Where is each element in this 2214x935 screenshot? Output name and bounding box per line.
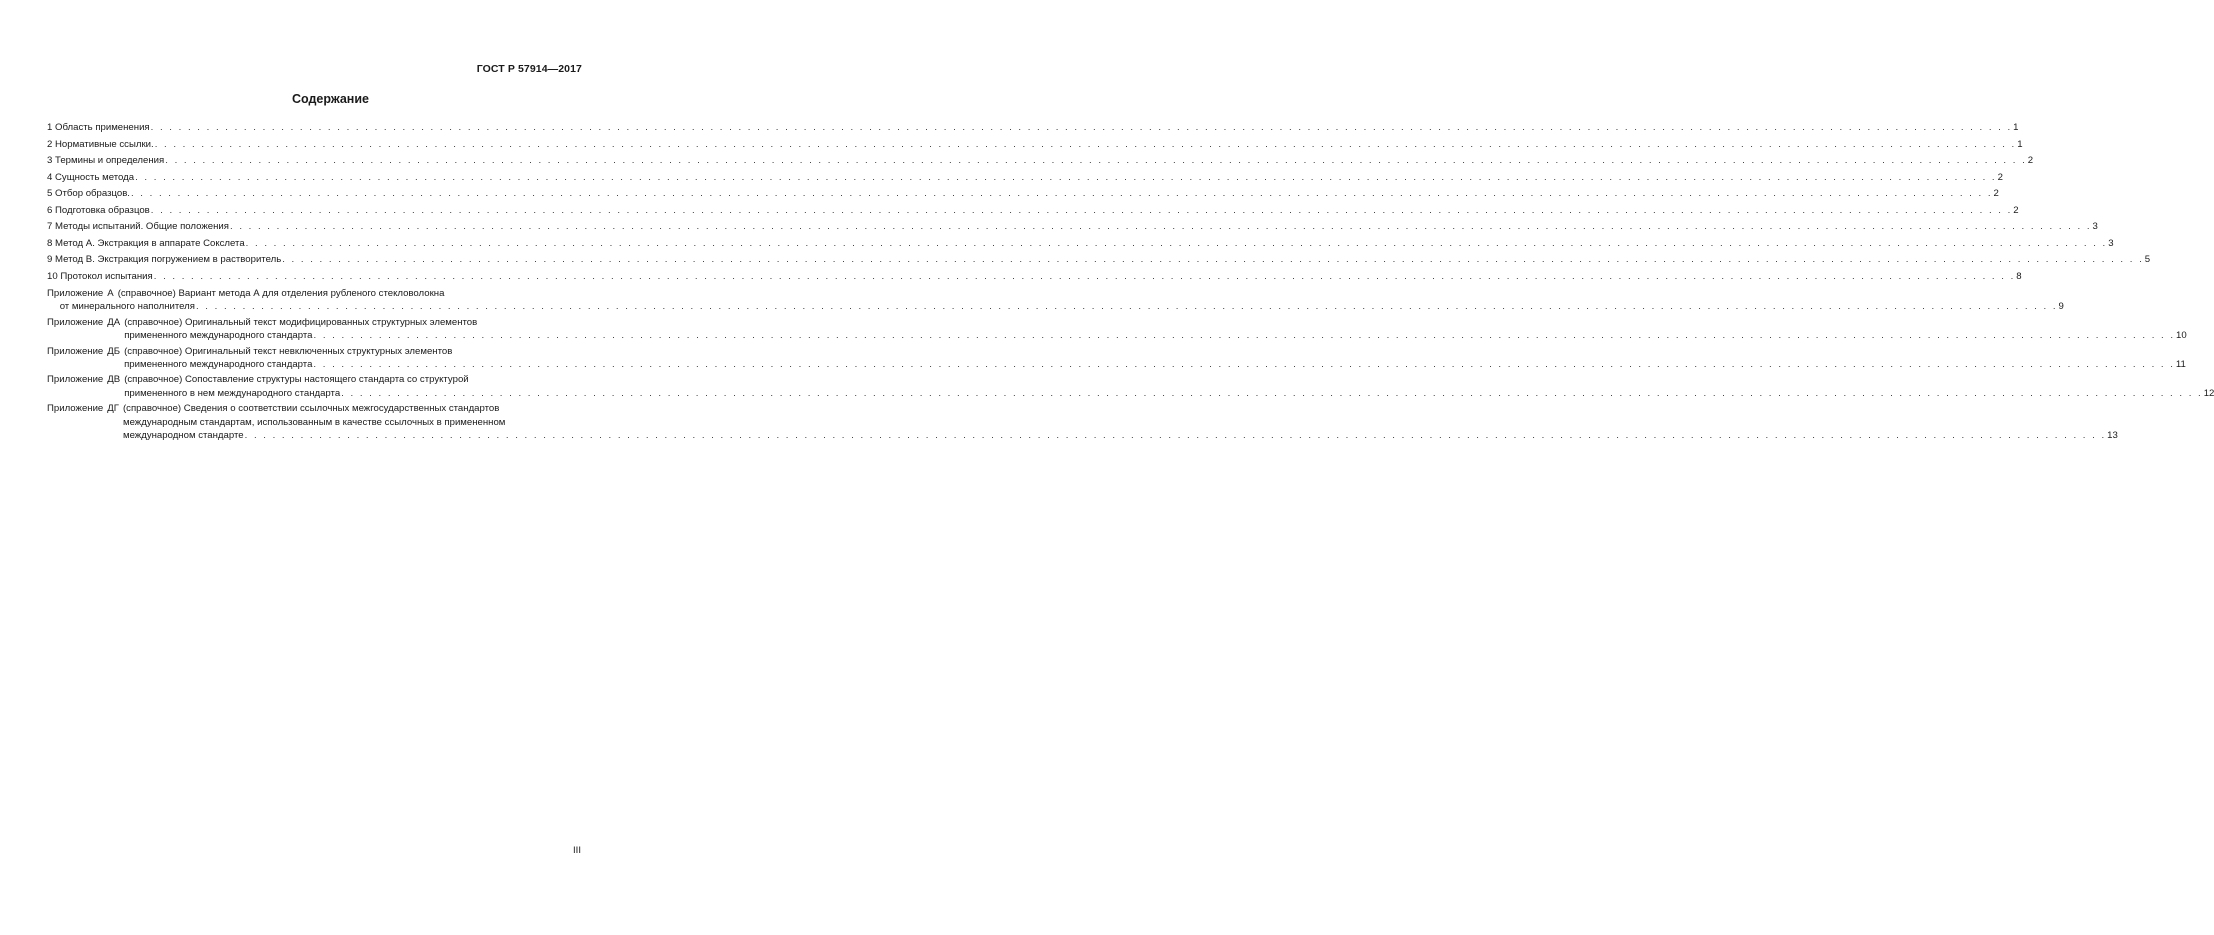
- toc-entry-page: 3: [2092, 221, 2098, 232]
- toc-entry[interactable]: [47, 153, 2034, 170]
- toc-leader-dots: . . . . . . . . . . . . . . . . . . . . . . . . . . . . . . . . . . . . . . . . . . . . . . . . . . . . . . . . . . . . . . . . . . . . . . . . . . . . . . . . . . . . . . . . . . . . . . . . . . . . . . . . . . . . . . . . . . . . . . . . . . . . . . . . . . . . . . . . . . . . . . . . . . . . . . . . . . . . . . . . . . . . . . . . . . . . . . . . . . . . . . . . . . . . . . . . . . . . . . . .: [130, 188, 1993, 199]
- appendix-last-line: [122, 429, 2118, 442]
- toc-entry[interactable]: [47, 269, 2022, 286]
- toc-entry-page: 3: [2108, 237, 2114, 249]
- toc-entry-title: 5 Отбор образцов.: [47, 188, 130, 199]
- toc-entry-page: 2: [2027, 155, 2034, 166]
- toc-leader-dots: . . . . . . . . . . . . . . . . . . . . . . . . . . . . . . . . . . . . . . . . . . . . . . . . . . . . . . . . . . . . . . . . . . . . . . . . . . . . . . . . . . . . . . . . . . . . . . . . . . . . . . . . . . . . . . . . . . . . . . . . . . . . . . . . . . . . . . . . . . . . . . . . . . . . . . . . . . . . . . . . . . . . . . . . . . . . . . . . . . . . . . . . . . . . . . . . . . . . . . . .: [154, 138, 2017, 150]
- toc-entry-page: 1: [2017, 138, 2023, 150]
- toc-entry-title: 7 Методы испытаний. Общие положения: [47, 221, 229, 232]
- toc-entry[interactable]: [47, 120, 2019, 137]
- toc-entry-page: 13: [2107, 430, 2118, 442]
- toc-entry-title: 8 Метод А. Экстракция в аппарате Сокслета: [47, 237, 245, 249]
- toc-entry-title: 2 Нормативные ссылки.: [47, 138, 154, 150]
- toc-entry-title: 10 Протокол испытания: [47, 270, 153, 282]
- toc-entry[interactable]: [47, 219, 2098, 236]
- toc-entry-page: 11: [2175, 359, 2186, 371]
- appendix-title-line: международном стандарте: [122, 430, 244, 442]
- toc-leader-dots: . . . . . . . . . . . . . . . . . . . . . . . . . . . . . . . . . . . . . . . . . . . . . . . . . . . . . . . . . . . . . . . . . . . . . . . . . . . . . . . . . . . . . . . . . . . . . . . . . . . . . . . . . . . . . . . . . . . . . . . . . . . . . . . . . . . . . . . . . . . . . . . . . . . . . . . . . . . . . . . . . . . . . . . . . . . . . . . . . . . . . . . . . . . . . . . . . . . . . . . .: [341, 387, 2203, 399]
- appendix-last-line: [124, 329, 2187, 342]
- appendix-title-line: примененного в нем международного стандарта: [124, 387, 341, 399]
- toc-entry-page: 10: [2176, 330, 2187, 342]
- appendix-last-line: [124, 387, 2214, 400]
- appendix-label: [47, 402, 119, 442]
- toc-leader-dots: . . . . . . . . . . . . . . . . . . . . . . . . . . . . . . . . . . . . . . . . . . . . . . . . . . . . . . . . . . . . . . . . . . . . . . . . . . . . . . . . . . . . . . . . . . . . . . . . . . . . . . . . . . . . . . . . . . . . . . . . . . . . . . . . . . . . . . . . . . . . . . . . . . . . . . . . . . . . . . . . . . . . . . . . . . . . . . . . . . . . . . . . . . . . . . . . . . . . . . . .: [135, 171, 1997, 183]
- toc-appendix-entry[interactable]: [47, 402, 2118, 442]
- appendix-label: [47, 316, 120, 343]
- toc-entry-page: 2: [2013, 204, 2019, 216]
- toc-entry-title: 9 Метод В. Экстракция погружением в растворитель: [47, 254, 282, 265]
- toc-entry-page: 2: [1993, 188, 1999, 199]
- toc-entry-page: 12: [2203, 387, 2214, 399]
- table-of-contents: [47, 120, 2214, 442]
- appendix-title-line: (справочное) Вариант метода А для отделения рубленого стекловолокна: [117, 288, 445, 299]
- toc-leader-dots: . . . . . . . . . . . . . . . . . . . . . . . . . . . . . . . . . . . . . . . . . . . . . . . . . . . . . . . . . . . . . . . . . . . . . . . . . . . . . . . . . . . . . . . . . . . . . . . . . . . . . . . . . . . . . . . . . . . . . . . . . . . . . . . . . . . . . . . . . . . . . . . . . . . . . . . . . . . . . . . . . . . . . . . . . . . . . . . . . . . . . . . . . . . . . . . . . . . . . . . .: [245, 237, 2108, 249]
- toc-leader-dots: . . . . . . . . . . . . . . . . . . . . . . . . . . . . . . . . . . . . . . . . . . . . . . . . . . . . . . . . . . . . . . . . . . . . . . . . . . . . . . . . . . . . . . . . . . . . . . . . . . . . . . . . . . . . . . . . . . . . . . . . . . . . . . . . . . . . . . . . . . . . . . . . . . . . . . . . . . . . . . . . . . . . . . . . . . . . . . . . . . . . . . . . . . . . . . . . . . . . . . . .: [313, 330, 2176, 342]
- appendix-title-line: примененного международного стандарта: [124, 359, 313, 371]
- toc-leader-dots: . . . . . . . . . . . . . . . . . . . . . . . . . . . . . . . . . . . . . . . . . . . . . . . . . . . . . . . . . . . . . . . . . . . . . . . . . . . . . . . . . . . . . . . . . . . . . . . . . . . . . . . . . . . . . . . . . . . . . . . . . . . . . . . . . . . . . . . . . . . . . . . . . . . . . . . . . . . . . . . . . . . . . . . . . . . . . . . . . . . . . . . . . . . . . . . . . . . . . . . .: [150, 122, 2013, 133]
- appendix-word: Приложение: [47, 288, 104, 299]
- appendix-letter: А: [107, 288, 114, 299]
- toc-entry[interactable]: [47, 170, 2003, 187]
- toc-entry[interactable]: [47, 186, 1999, 203]
- toc-entry-title: 3 Термины и определения: [47, 155, 165, 166]
- appendix-label: [47, 373, 120, 400]
- appendix-body: [120, 373, 2214, 400]
- appendix-word: Приложение: [47, 345, 104, 357]
- toc-title: Содержание: [291, 92, 369, 106]
- appendix-body: [119, 402, 2118, 442]
- appendix-body: [120, 316, 2187, 343]
- appendix-word: Приложение: [47, 374, 104, 386]
- appendix-letter: ДА: [107, 316, 121, 328]
- appendix-label: [47, 345, 120, 372]
- toc-entry-page: 9: [2058, 301, 2064, 313]
- toc-entry-title: 1 Область применения: [47, 122, 150, 133]
- toc-leader-dots: . . . . . . . . . . . . . . . . . . . . . . . . . . . . . . . . . . . . . . . . . . . . . . . . . . . . . . . . . . . . . . . . . . . . . . . . . . . . . . . . . . . . . . . . . . . . . . . . . . . . . . . . . . . . . . . . . . . . . . . . . . . . . . . . . . . . . . . . . . . . . . . . . . . . . . . . . . . . . . . . . . . . . . . . . . . . . . . . . . . . . . . . . . . . . . . . . . . . . . . .: [313, 359, 2175, 371]
- toc-entry-page: 1: [2013, 122, 2019, 133]
- appendix-title-line: примененного международного стандарта: [124, 330, 313, 342]
- toc-leader-dots: . . . . . . . . . . . . . . . . . . . . . . . . . . . . . . . . . . . . . . . . . . . . . . . . . . . . . . . . . . . . . . . . . . . . . . . . . . . . . . . . . . . . . . . . . . . . . . . . . . . . . . . . . . . . . . . . . . . . . . . . . . . . . . . . . . . . . . . . . . . . . . . . . . . . . . . . . . . . . . . . . . . . . . . . . . . . . . . . . . . . . . . . . . . . . . . . . . . . . . . .: [282, 254, 2144, 265]
- toc-entry[interactable]: [47, 236, 2114, 253]
- toc-appendix-entry[interactable]: [47, 373, 2214, 400]
- appendix-title-line: (справочное) Оригинальный текст невключенных структурных элементов: [124, 345, 453, 357]
- toc-entry-page: 5: [2144, 254, 2151, 265]
- toc-entry[interactable]: [47, 252, 2151, 269]
- toc-appendix-entry[interactable]: [47, 316, 2187, 343]
- appendix-title-line: от минерального наполнителя: [59, 301, 195, 313]
- appendix-letter: ДВ: [107, 374, 121, 386]
- appendix-last-line: [124, 358, 2186, 371]
- appendix-letter: ДБ: [107, 345, 121, 357]
- toc-appendix-entry[interactable]: [47, 345, 2186, 372]
- toc-entry-title: 6 Подготовка образцов: [47, 204, 150, 216]
- toc-leader-dots: . . . . . . . . . . . . . . . . . . . . . . . . . . . . . . . . . . . . . . . . . . . . . . . . . . . . . . . . . . . . . . . . . . . . . . . . . . . . . . . . . . . . . . . . . . . . . . . . . . . . . . . . . . . . . . . . . . . . . . . . . . . . . . . . . . . . . . . . . . . . . . . . . . . . . . . . . . . . . . . . . . . . . . . . . . . . . . . . . . . . . . . . . . . . . . . . . . . . . . . .: [244, 430, 2107, 442]
- toc-appendix-entry[interactable]: [47, 287, 2064, 314]
- toc-entry-page: 2: [1997, 171, 2003, 183]
- toc-entry-title: 4 Сущность метода: [47, 171, 135, 183]
- page-number: III: [573, 845, 581, 856]
- toc-leader-dots: . . . . . . . . . . . . . . . . . . . . . . . . . . . . . . . . . . . . . . . . . . . . . . . . . . . . . . . . . . . . . . . . . . . . . . . . . . . . . . . . . . . . . . . . . . . . . . . . . . . . . . . . . . . . . . . . . . . . . . . . . . . . . . . . . . . . . . . . . . . . . . . . . . . . . . . . . . . . . . . . . . . . . . . . . . . . . . . . . . . . . . . . . . . . . . . . . . . . . . . .: [195, 301, 2058, 313]
- toc-leader-dots: . . . . . . . . . . . . . . . . . . . . . . . . . . . . . . . . . . . . . . . . . . . . . . . . . . . . . . . . . . . . . . . . . . . . . . . . . . . . . . . . . . . . . . . . . . . . . . . . . . . . . . . . . . . . . . . . . . . . . . . . . . . . . . . . . . . . . . . . . . . . . . . . . . . . . . . . . . . . . . . . . . . . . . . . . . . . . . . . . . . . . . . . . . . . . . . . . . . . . . . .: [150, 204, 2013, 216]
- toc-entry-page: 8: [2016, 270, 2022, 282]
- toc-leader-dots: . . . . . . . . . . . . . . . . . . . . . . . . . . . . . . . . . . . . . . . . . . . . . . . . . . . . . . . . . . . . . . . . . . . . . . . . . . . . . . . . . . . . . . . . . . . . . . . . . . . . . . . . . . . . . . . . . . . . . . . . . . . . . . . . . . . . . . . . . . . . . . . . . . . . . . . . . . . . . . . . . . . . . . . . . . . . . . . . . . . . . . . . . . . . . . . . . . . . . . . .: [153, 270, 2016, 282]
- toc-leader-dots: . . . . . . . . . . . . . . . . . . . . . . . . . . . . . . . . . . . . . . . . . . . . . . . . . . . . . . . . . . . . . . . . . . . . . . . . . . . . . . . . . . . . . . . . . . . . . . . . . . . . . . . . . . . . . . . . . . . . . . . . . . . . . . . . . . . . . . . . . . . . . . . . . . . . . . . . . . . . . . . . . . . . . . . . . . . . . . . . . . . . . . . . . . . . . . . . . . . . . . . .: [165, 155, 2027, 166]
- appendix-title-line: (справочное) Оригинальный текст модифицированных структурных элементов: [124, 316, 478, 328]
- appendix-title-line: международным стандартам, использованным в качестве ссылочных в примененном: [122, 416, 506, 428]
- document-code: ГОСТ Р 57914—2017: [476, 63, 582, 75]
- toc-entry[interactable]: [47, 203, 2019, 220]
- appendix-last-line: [59, 300, 2064, 313]
- appendix-title-line: (справочное) Сведения о соответствии ссылочных межгосударственных стандартов: [122, 403, 500, 415]
- appendix-letter: ДГ: [107, 403, 119, 415]
- appendix-title-line: (справочное) Сопоставление структуры настоящего стандарта со структурой: [124, 374, 469, 386]
- appendix-word: Приложение: [47, 403, 104, 415]
- toc-entry[interactable]: [47, 137, 2023, 154]
- appendix-body: [120, 345, 2186, 372]
- toc-leader-dots: . . . . . . . . . . . . . . . . . . . . . . . . . . . . . . . . . . . . . . . . . . . . . . . . . . . . . . . . . . . . . . . . . . . . . . . . . . . . . . . . . . . . . . . . . . . . . . . . . . . . . . . . . . . . . . . . . . . . . . . . . . . . . . . . . . . . . . . . . . . . . . . . . . . . . . . . . . . . . . . . . . . . . . . . . . . . . . . . . . . . . . . . . . . . . . . . . . . . . . . .: [229, 221, 2092, 232]
- appendix-word: Приложение: [47, 316, 104, 328]
